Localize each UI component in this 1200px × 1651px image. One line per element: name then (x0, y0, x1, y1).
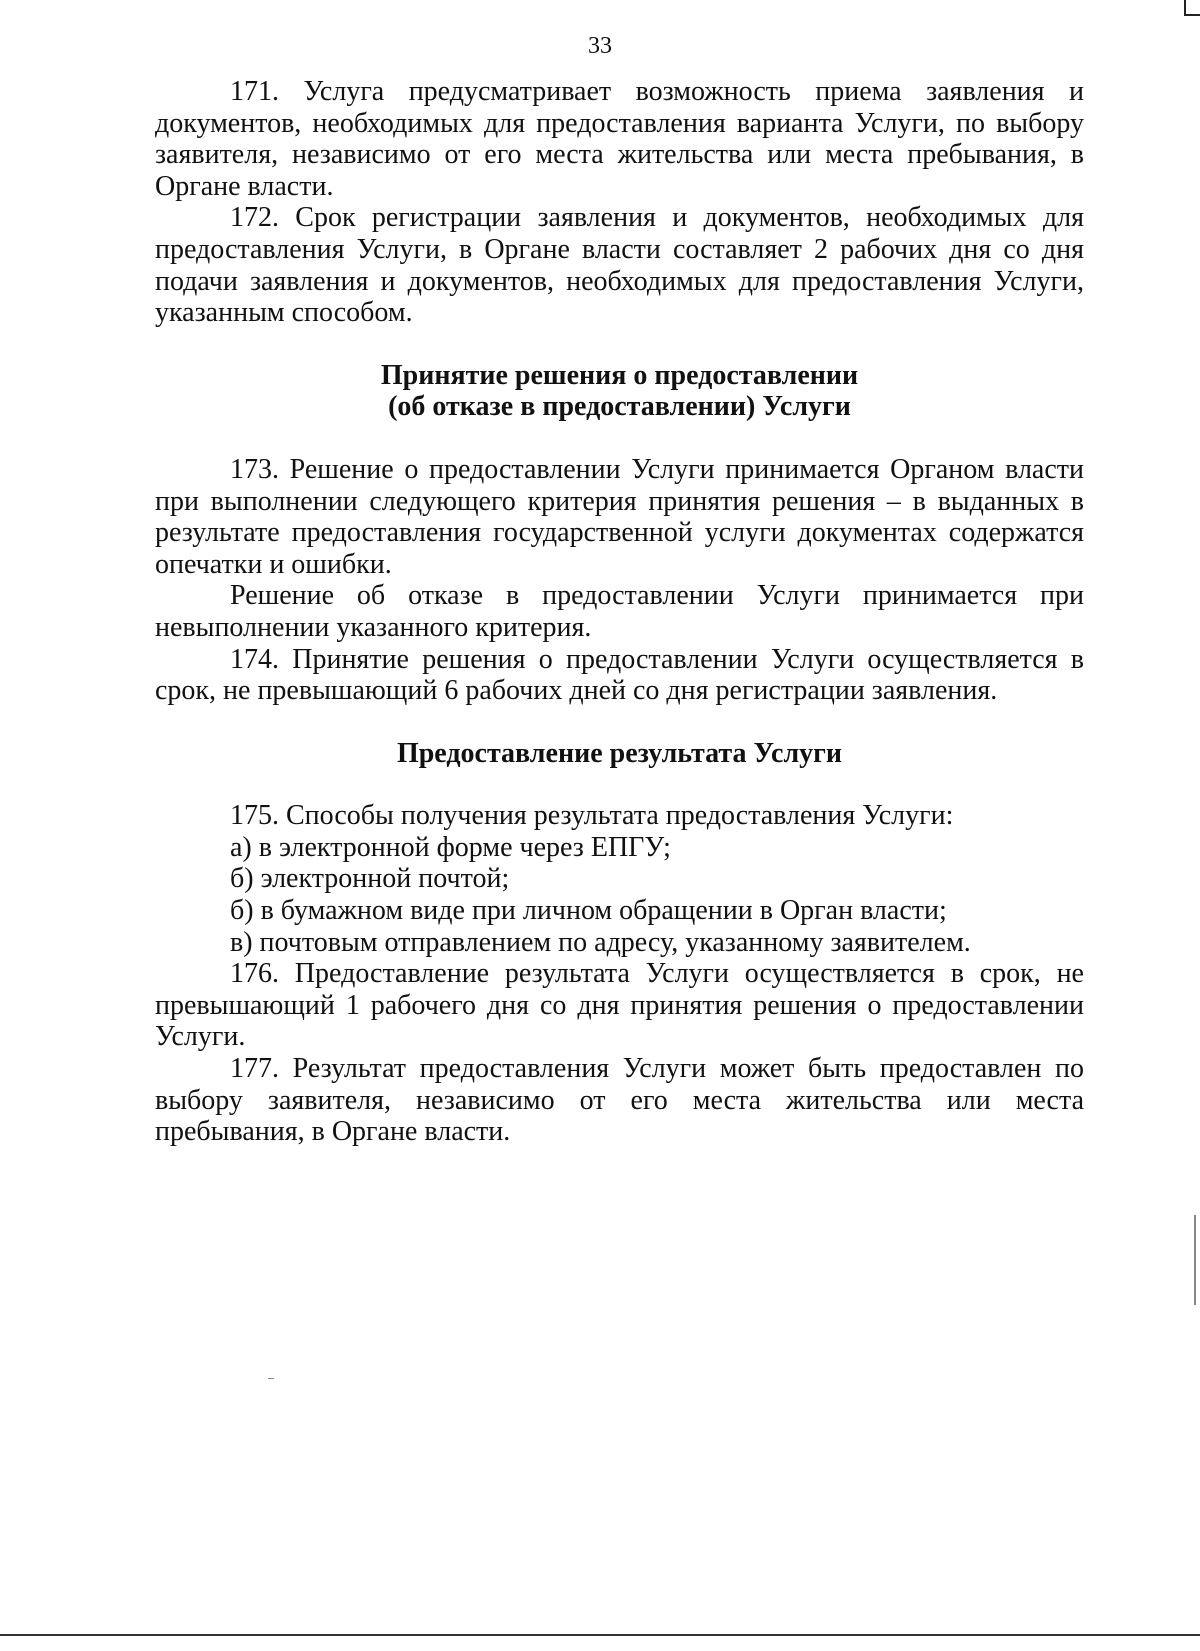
document-body (155, 76, 1084, 1148)
list-item: б) электронной почтой; (230, 863, 510, 895)
list-item: а) в электронной форме через ЕПГУ; (230, 831, 671, 863)
list-item: б) в бумажном виде при личном обращении в Орган власти; (230, 895, 947, 927)
list-item: в) почтовым отправлением по адресу, указанному заявителем. (230, 926, 971, 958)
scan-corner-mark (1184, 0, 1200, 16)
section-heading-result: Предоставление результата Услуги (396, 737, 843, 769)
scan-bottom-edge (0, 1634, 1200, 1636)
paragraph-174: 174. Принятие решения о предоставлении Услуги осуществляется в срок, не превышающий 6 рабочих дней со дня регистрации заявления. (155, 643, 1084, 707)
section-heading-decision (155, 360, 1084, 423)
section-heading-decision-line2: (об отказе в предоставлении) Услуги (388, 391, 851, 423)
paragraph-175: 175. Способы получения результата предоставления Услуги: (230, 800, 954, 832)
paragraph-172: 172. Срок регистрации заявления и документов, необходимых для предоставления Услуги, в Органе власти составляет 2 рабочих дня со дня подачи заявления и документов, необходимых для предоставления Услуги, указанным способом. (155, 202, 1084, 329)
paragraph-173: 173. Решение о предоставлении Услуги принимается Органом власти при выполнении следующего критерия принятия решения – в выданных в результате предоставления государственной услуги документах содержатся опечатки и ошибки. (155, 453, 1084, 580)
paragraph-177: 177. Результат предоставления Услуги может быть предоставлен по выбору заявителя, независимо от его места жительства или места пребывания, в Органе власти. (155, 1053, 1084, 1148)
section-heading-decision-line1: Принятие решения о предоставлении (380, 359, 859, 391)
page-number: 33 (588, 33, 612, 59)
scan-edge-mark (1194, 1215, 1196, 1305)
paragraph-171: 171. Услуга предусматривает возможность приема заявления и документов, необходимых для предоставления варианта Услуги, по выбору заявителя, независимо от его места жительства или места пребывания, в Органе власти. (155, 76, 1084, 202)
scan-dust-mark (268, 1378, 274, 1379)
paragraph-176: 176. Предоставление результата Услуги осуществляется в срок, не превышающий 1 рабочего дня со дня принятия решения о предоставлении Услуги. (155, 958, 1084, 1053)
paragraph-173-refusal: Решение об отказе в предоставлении Услуги принимается при невыполнении указанного критерия. (155, 580, 1084, 643)
